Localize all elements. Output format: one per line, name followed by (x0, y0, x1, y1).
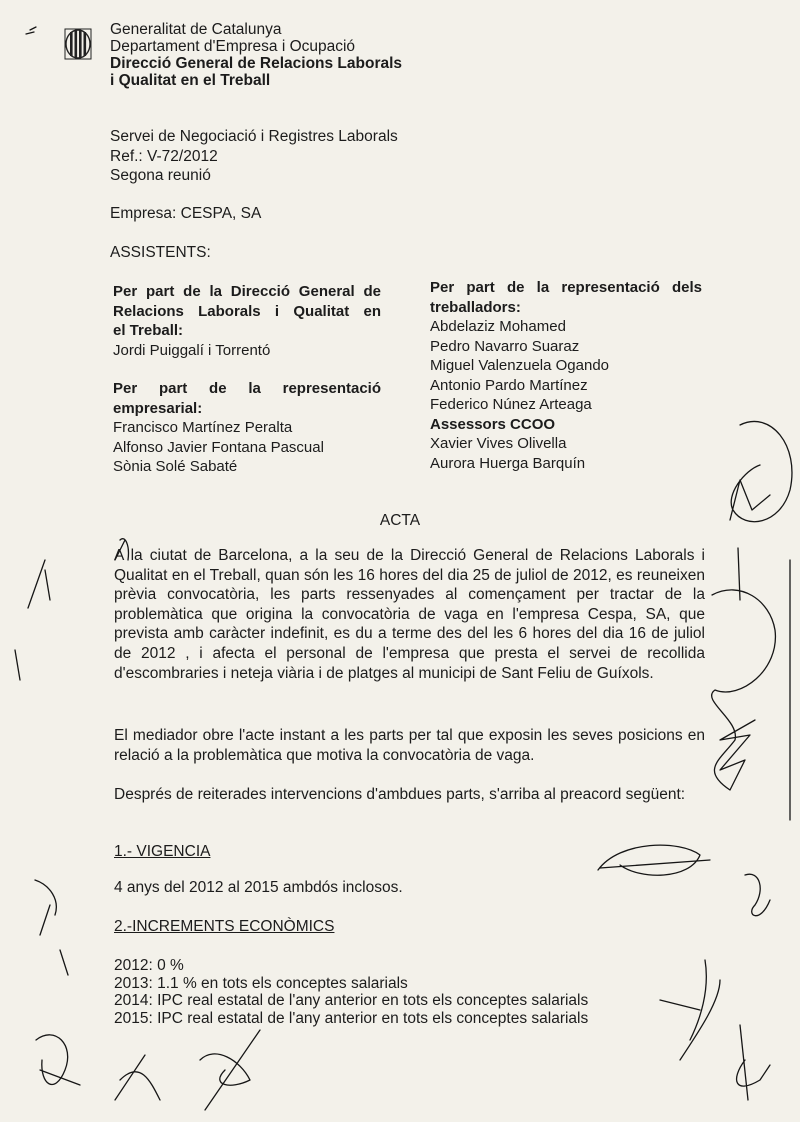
meeting-number: Segona reunió (110, 167, 211, 184)
paragraph: Després de reiterades intervencions d'ambdues parts, s'arriba al preacord següent: (114, 786, 686, 803)
signature-mark (598, 845, 710, 875)
signature-mark (15, 560, 50, 680)
attendees-left-column (113, 282, 381, 477)
attendee-name: Antonio Pardo Martínez (430, 376, 588, 394)
section-title: 2.-INCREMENTS ECONÒMICS (114, 918, 335, 935)
reference: Ref.: V-72/2012 (110, 147, 218, 165)
attendee-name: Abdelaziz Mohamed (430, 318, 566, 335)
signature-mark (712, 548, 776, 790)
company: Empresa: CESPA, SA (110, 205, 262, 222)
signature-mark (737, 1025, 770, 1100)
attendees-right-column (430, 278, 702, 473)
paragraph: A la ciutat de Barcelona, a la seu de la Direcció General de Relacions Laborals i Qualitat en el Treball, quan són les 16 hores del dia 25 de juliol de 2012, es reuneixen prèvia convocatòria, les parts ressenyades al començament per tractar de la problemàtica que origina la convocatòria de vaga en l'empresa Cespa, SA, que prevista amb caràcter indefinit, es du a terme des del les 6 hores del dia 16 de juliol de 2012 , i afecta el personal de l'empresa que presta el servei de recollida d'escombraries i neteja viària i de platges al municipi de Sant Feliu de Guíxols. (114, 547, 705, 682)
attendee-group-heading: Per part de la representació (113, 380, 381, 397)
attendee-group-heading: Relacions Laborals i Qualitat en (113, 302, 381, 320)
letterhead (110, 21, 402, 89)
section-text: 4 anys del 2012 al 2015 ambdós inclosos. (114, 879, 403, 896)
advisors-heading: Assessors CCOO (430, 415, 556, 433)
generalitat-logo-icon (64, 28, 92, 60)
paragraph: El mediador obre l'acte instant a les parts per tal que exposin les seves posicions en relació a la problemàtica que motiva la convocatòria de vaga. (114, 727, 705, 764)
attendee-name: Xavier Vives Olivella (430, 435, 567, 452)
letterhead-line: Direcció General de Relacions Laborals (110, 55, 403, 72)
attendee-name: Sònia Solé Sabaté (113, 458, 238, 475)
signature-mark (36, 1035, 80, 1085)
document-meta (110, 127, 398, 186)
acta-title: ACTA (379, 512, 421, 529)
increment-item: 2012: 0 % (114, 957, 184, 974)
increment-item: 2014: IPC real estatal de l'any anterior en tots els conceptes salarials (114, 992, 589, 1009)
attendees-title: ASSISTENTS: (110, 244, 211, 261)
letterhead-line: i Qualitat en el Treball (110, 72, 271, 89)
signature-mark (200, 1030, 260, 1110)
signature-mark (730, 421, 792, 521)
increment-item: 2013: 1.1 % en tots els conceptes salarials (114, 974, 408, 992)
attendee-name: Federico Núnez Arteaga (430, 396, 592, 413)
attendee-group-heading: empresarial: (113, 399, 203, 417)
letterhead-line: Generalitat de Catalunya (110, 21, 282, 38)
attendee-name: Pedro Navarro Suaraz (430, 337, 580, 355)
signature-mark (26, 27, 36, 34)
increment-item: 2015: IPC real estatal de l'any anterior en tots els conceptes salarials (114, 1009, 589, 1027)
attendee-group-heading: Per part de la Direcció General de (113, 283, 381, 300)
attendee-group-heading: Per part de la representació dels (430, 279, 702, 296)
signature-mark (660, 960, 720, 1060)
attendee-group-heading: el Treball: (113, 322, 184, 339)
signature-mark (35, 880, 68, 975)
service-name: Servei de Negociació i Registres Laborals (110, 128, 398, 145)
attendee-name: Jordi Puiggalí i Torrentó (113, 341, 271, 359)
increments-list (114, 957, 588, 1027)
letterhead-line: Departament d'Empresa i Ocupació (110, 38, 356, 55)
attendee-group-heading: treballadors: (430, 298, 521, 316)
attendee-name: Aurora Huerga Barquín (430, 454, 586, 472)
attendee-name: Miguel Valenzuela Ogando (430, 357, 610, 374)
signature-mark (745, 874, 770, 915)
signature-mark (115, 1055, 160, 1100)
attendee-name: Francisco Martínez Peralta (113, 419, 293, 436)
attendee-name: Alfonso Javier Fontana Pascual (113, 438, 324, 456)
section-title: 1.- VIGENCIA (114, 843, 211, 860)
